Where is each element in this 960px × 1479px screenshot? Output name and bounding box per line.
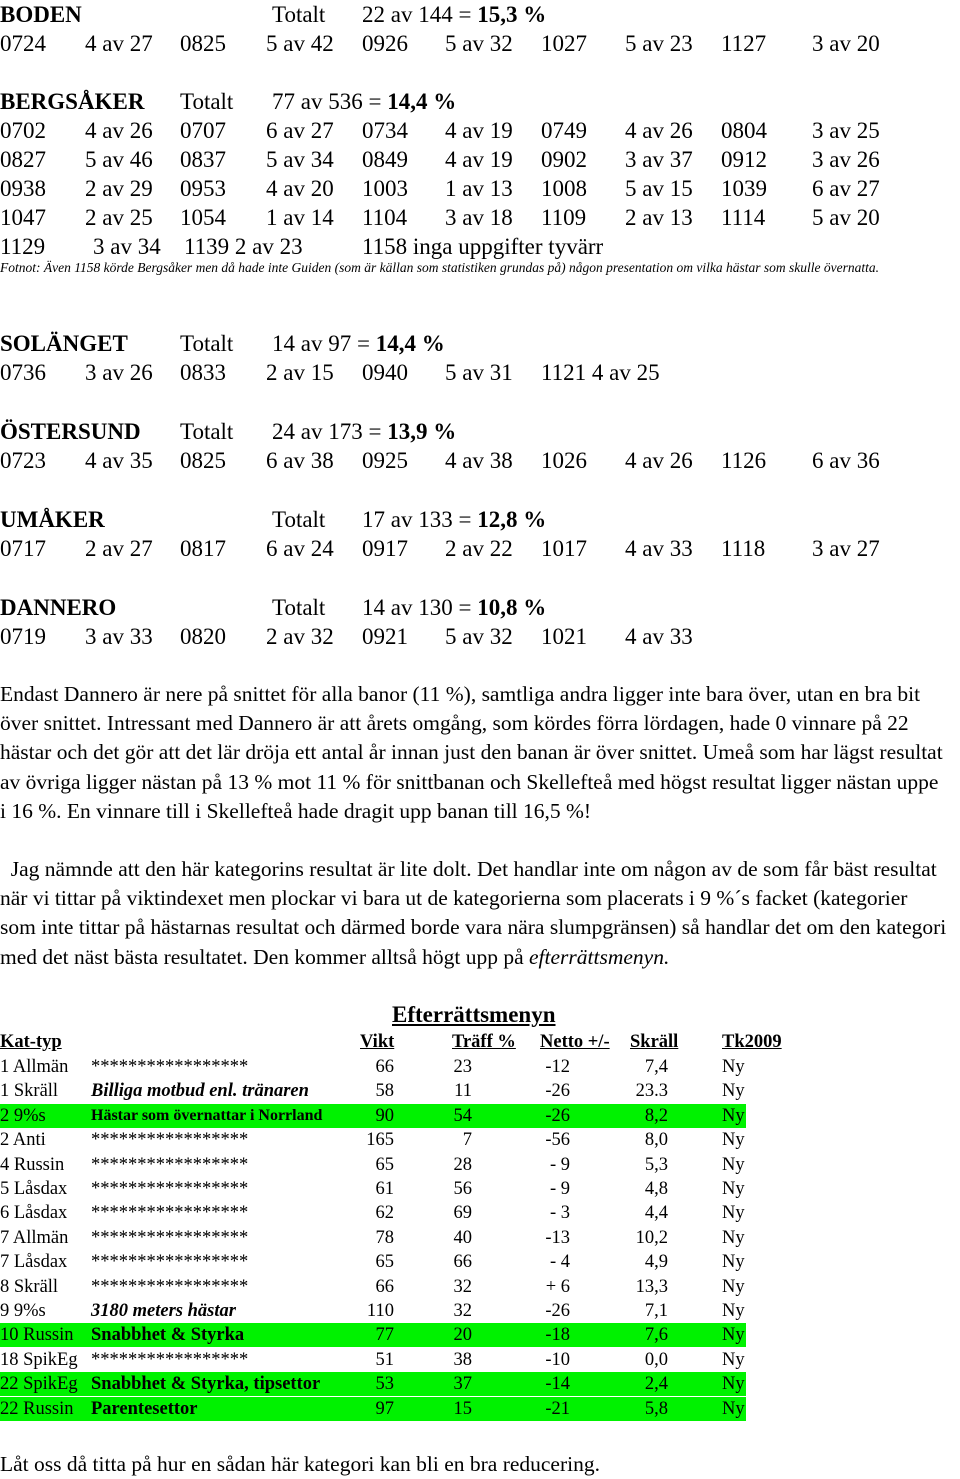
section-total-value: 14,4 % xyxy=(375,331,445,356)
cell-note: ***************** xyxy=(91,1130,249,1151)
cell-vikt: 66 xyxy=(375,1276,394,1297)
cell-tk: Ny xyxy=(722,1325,745,1346)
race-code: 0912 xyxy=(721,147,767,172)
table-row xyxy=(0,1323,960,1347)
race-result: 2 av 25 xyxy=(85,205,153,230)
race-code: 0717 xyxy=(0,536,46,561)
race-code: 0825 xyxy=(180,31,226,56)
race-code: 1104 xyxy=(362,205,408,230)
section-name: BODEN xyxy=(0,2,82,27)
race-result: 4 av 38 xyxy=(445,448,513,473)
table-row xyxy=(0,1226,960,1250)
cell-traff: 54 xyxy=(453,1105,472,1126)
section-total-value: 12,8 % xyxy=(477,507,547,532)
cell-tk: Ny xyxy=(722,1154,745,1175)
table-row xyxy=(0,1201,960,1225)
cell-traff: 38 xyxy=(453,1349,472,1370)
table-row xyxy=(0,1299,960,1323)
race-code: 1008 xyxy=(541,176,587,201)
table-row xyxy=(0,1079,960,1103)
race-code: 0723 xyxy=(0,448,46,473)
header-vikt: Vikt xyxy=(360,1032,395,1052)
cell-tk: Ny xyxy=(722,1252,745,1273)
cell-vikt: 77 xyxy=(375,1325,394,1346)
race-code: 1118 xyxy=(721,536,766,561)
table-row xyxy=(0,1397,960,1421)
cell-note: ***************** xyxy=(91,1179,249,1199)
cell-vikt: 53 xyxy=(375,1374,394,1395)
race-result: 4 av 20 xyxy=(266,176,334,201)
cell-traff: 28 xyxy=(453,1154,472,1175)
cell-note: ***************** xyxy=(91,1057,249,1077)
cell-tk: Ny xyxy=(722,1130,745,1151)
race-result: 4 av 35 xyxy=(85,448,153,473)
race-result: 2 av 13 xyxy=(625,205,693,230)
table-header xyxy=(0,1030,960,1054)
cell-traff: 20 xyxy=(453,1325,472,1346)
cell-traff: 66 xyxy=(453,1252,472,1273)
cell-kat: 10 Russin xyxy=(0,1325,74,1346)
race-code: 1027 xyxy=(541,31,587,56)
header-kat: Kat-typ xyxy=(0,1032,62,1052)
race-result: 1 av 13 xyxy=(445,176,513,201)
table-row xyxy=(0,1104,960,1128)
race-result: 3 av 18 xyxy=(445,205,513,230)
cell-note: Billiga motbud enl. tränaren xyxy=(91,1081,309,1102)
race-result: 5 av 42 xyxy=(266,31,334,56)
race-code: 0827 xyxy=(0,147,46,172)
race-code: 1017 xyxy=(541,536,587,561)
cell-traff: 37 xyxy=(453,1374,472,1395)
race-code: 0926 xyxy=(362,31,408,56)
table-row xyxy=(0,1348,960,1372)
race-note: 1158 inga uppgifter tyvärr xyxy=(362,234,604,259)
cell-skrall: 7,1 xyxy=(644,1301,668,1321)
section-total: 14 av 97 = 14,4 % xyxy=(272,331,445,356)
cell-note: 3180 meters hästar xyxy=(91,1301,236,1321)
cell-vikt: 165 xyxy=(366,1130,394,1151)
race-result: 5 av 23 xyxy=(625,31,693,56)
race-code: 1139 2 av 23 xyxy=(184,234,303,259)
race-result: 4 av 33 xyxy=(625,536,693,561)
cell-kat: 22 SpikEg xyxy=(0,1374,78,1395)
cell-netto: - 9 xyxy=(549,1154,570,1175)
race-result: 5 av 32 xyxy=(445,624,513,649)
race-code: 0817 xyxy=(180,536,226,561)
race-code: 1003 xyxy=(362,176,408,201)
table-row xyxy=(0,1372,960,1396)
cell-netto: -12 xyxy=(545,1057,570,1077)
race-result: 4 av 19 xyxy=(445,118,513,143)
totalt-label: Totalt xyxy=(272,507,326,532)
footnote: Fotnot: Även 1158 körde Bergsåker men då hade inte Guiden (som är källan som statistiken grundas på) någon presentation om vilka hästar som skulle övernatta. xyxy=(0,260,879,275)
section-name: ÖSTERSUND xyxy=(0,419,141,444)
cell-note: Snabbhet & Styrka, tipsettor xyxy=(91,1374,321,1395)
table-row xyxy=(0,1153,960,1177)
race-result: 6 av 38 xyxy=(266,448,334,473)
cell-kat: 9 9%s xyxy=(0,1301,46,1321)
table-row xyxy=(0,1177,960,1201)
race-result: 3 av 27 xyxy=(812,536,880,561)
header-traff: Träff % xyxy=(452,1032,516,1052)
cell-vikt: 51 xyxy=(375,1349,394,1370)
race-result: 3 av 20 xyxy=(812,31,880,56)
cell-skrall: 23.3 xyxy=(635,1081,668,1102)
race-result: 3 av 33 xyxy=(85,624,153,649)
totalt-label: Totalt xyxy=(272,2,326,27)
race-code: 1021 xyxy=(541,624,587,649)
race-code: 0921 xyxy=(362,624,408,649)
cell-netto: - 9 xyxy=(549,1179,570,1199)
paragraph-2: Jag nämnde att den här kategorins resultat är lite dolt. Det handlar inte om någon av de som får bäst resultat när vi tittar på viktindexet men plockar vi bara ut de kategorierna som placerats i 9 %´s facket (kategorier som inte tittar på hästarnas resultat och därmed borde vara nära slumpgränsen) så handlar det om den kategori med det näst bästa resultatet. Den kommer alltså högt upp på efterrättsmenyn. xyxy=(0,857,952,969)
cell-netto: - 4 xyxy=(549,1252,570,1273)
cell-kat: 2 9%s xyxy=(0,1105,46,1126)
cell-traff: 15 xyxy=(453,1398,472,1419)
cell-skrall: 8,0 xyxy=(644,1130,668,1151)
cell-kat: 6 Låsdax xyxy=(0,1203,68,1224)
table-row xyxy=(0,1250,960,1274)
cell-kat: 18 SpikEg xyxy=(0,1349,78,1370)
cell-kat: 1 Skräll xyxy=(0,1081,59,1102)
race-code: 1121 4 av 25 xyxy=(541,360,660,385)
race-code: 0849 xyxy=(362,147,408,172)
section-name: BERGSÅKER xyxy=(0,89,145,114)
cell-netto: - 3 xyxy=(549,1203,570,1224)
cell-vikt: 62 xyxy=(375,1203,394,1224)
race-code: 1109 xyxy=(541,205,587,230)
totalt-label: Totalt xyxy=(272,595,326,620)
race-result: 6 av 36 xyxy=(812,448,880,473)
cell-note: ***************** xyxy=(91,1349,249,1370)
race-code: 0925 xyxy=(362,448,408,473)
cell-netto: -10 xyxy=(545,1349,570,1370)
cell-skrall: 5,3 xyxy=(644,1154,668,1175)
race-code: 0804 xyxy=(721,118,767,143)
cell-note: ***************** xyxy=(91,1227,249,1248)
cell-note: ***************** xyxy=(91,1252,249,1273)
cell-kat: 4 Russin xyxy=(0,1154,65,1175)
cell-vikt: 65 xyxy=(375,1154,394,1175)
cell-skrall: 7,4 xyxy=(644,1057,668,1077)
cell-vikt: 110 xyxy=(366,1301,394,1321)
cell-netto: -56 xyxy=(545,1130,570,1151)
cell-note: ***************** xyxy=(91,1203,249,1224)
race-result: 2 av 32 xyxy=(266,624,334,649)
race-result: 4 av 26 xyxy=(625,118,693,143)
race-result: 4 av 19 xyxy=(445,147,513,172)
section-name: SOLÄNGET xyxy=(0,331,128,356)
table-row xyxy=(0,1275,960,1299)
race-result: 3 av 26 xyxy=(85,360,153,385)
cell-traff: 69 xyxy=(453,1203,472,1224)
cell-netto: -26 xyxy=(545,1081,570,1102)
cell-tk: Ny xyxy=(722,1081,745,1102)
cell-note: Parentesettor xyxy=(91,1398,198,1419)
cell-skrall: 4,9 xyxy=(644,1252,668,1273)
totalt-label: Totalt xyxy=(180,89,234,114)
cell-vikt: 58 xyxy=(375,1081,394,1102)
race-code: 0749 xyxy=(541,118,587,143)
cell-vikt: 90 xyxy=(375,1105,394,1126)
cell-tk: Ny xyxy=(722,1398,745,1419)
cell-vikt: 65 xyxy=(375,1252,394,1273)
cell-vikt: 97 xyxy=(375,1398,394,1419)
cell-note: ***************** xyxy=(91,1276,249,1297)
cell-kat: 7 Allmän xyxy=(0,1227,69,1248)
section-name: UMÅKER xyxy=(0,507,105,532)
section-total: 22 av 144 = 15,3 % xyxy=(362,2,547,27)
cell-netto: -26 xyxy=(545,1301,570,1321)
race-code: 0917 xyxy=(362,536,408,561)
race-code: 0953 xyxy=(180,176,226,201)
cell-skrall: 7,6 xyxy=(644,1325,668,1346)
cell-note: ***************** xyxy=(91,1154,249,1175)
section-total-value: 13,9 % xyxy=(387,419,457,444)
totalt-label: Totalt xyxy=(180,419,234,444)
race-result: 2 av 15 xyxy=(266,360,334,385)
cell-netto: + 6 xyxy=(545,1276,570,1297)
cell-netto: -14 xyxy=(545,1374,570,1395)
race-code: 0707 xyxy=(180,118,226,143)
cell-kat: 7 Låsdax xyxy=(0,1252,68,1273)
race-code: 1114 xyxy=(721,205,766,230)
race-result: 4 av 26 xyxy=(85,118,153,143)
section-total-value: 15,3 % xyxy=(477,2,547,27)
race-result: 1 av 14 xyxy=(266,205,334,230)
header-netto: Netto +/- xyxy=(540,1032,610,1052)
section-total: 77 av 536 = 14,4 % xyxy=(272,89,457,114)
cell-kat: 22 Russin xyxy=(0,1398,74,1419)
table-title: Efterrättsmenyn xyxy=(392,1002,556,1027)
cell-traff: 40 xyxy=(453,1227,472,1248)
cell-tk: Ny xyxy=(722,1301,745,1321)
race-result: 3 av 25 xyxy=(812,118,880,143)
race-result: 5 av 34 xyxy=(266,147,334,172)
cell-traff: 32 xyxy=(453,1301,472,1321)
race-code: 0833 xyxy=(180,360,226,385)
cell-tk: Ny xyxy=(722,1276,745,1297)
race-result: 4 av 26 xyxy=(625,448,693,473)
race-code: 0902 xyxy=(541,147,587,172)
race-result: 2 av 27 xyxy=(85,536,153,561)
header-skrall: Skräll xyxy=(630,1032,679,1052)
header-tk: Tk2009 xyxy=(722,1032,782,1052)
cell-skrall: 0,0 xyxy=(644,1349,668,1370)
race-code: 0702 xyxy=(0,118,46,143)
cell-netto: -26 xyxy=(545,1105,570,1126)
cell-tk: Ny xyxy=(722,1374,745,1395)
cell-netto: -18 xyxy=(545,1325,570,1346)
cell-kat: 5 Låsdax xyxy=(0,1179,68,1199)
cell-note: Hästar som övernattar i Norrland xyxy=(91,1106,323,1124)
cell-traff: 11 xyxy=(454,1081,472,1102)
section-total: 17 av 133 = 12,8 % xyxy=(362,507,547,532)
cell-skrall: 4,4 xyxy=(644,1203,668,1224)
race-result: 5 av 15 xyxy=(625,176,693,201)
race-code: 0734 xyxy=(362,118,408,143)
table-row xyxy=(0,1128,960,1152)
race-code: 0724 xyxy=(0,31,46,56)
section-total: 14 av 130 = 10,8 % xyxy=(362,595,547,620)
cell-tk: Ny xyxy=(722,1349,745,1370)
cell-kat: 2 Anti xyxy=(0,1130,46,1151)
cell-tk: Ny xyxy=(722,1105,745,1126)
race-code: 0938 xyxy=(0,176,46,201)
cell-note: Snabbhet & Styrka xyxy=(91,1325,245,1346)
race-code: 0736 xyxy=(0,360,46,385)
cell-traff: 32 xyxy=(453,1276,472,1297)
race-result: 4 av 33 xyxy=(625,624,693,649)
cell-skrall: 10,2 xyxy=(635,1227,668,1248)
cell-tk: Ny xyxy=(722,1227,745,1248)
race-code: 1126 xyxy=(721,448,767,473)
race-code: 1047 xyxy=(0,205,46,230)
race-code: 0837 xyxy=(180,147,226,172)
race-result: 2 av 29 xyxy=(85,176,153,201)
race-result: 5 av 32 xyxy=(445,31,513,56)
race-result: 5 av 31 xyxy=(445,360,513,385)
race-result: 3 av 34 xyxy=(93,234,161,259)
paragraph-2-emphasis: efterrättsmenyn. xyxy=(529,944,670,969)
cell-tk: Ny xyxy=(722,1179,745,1199)
cell-skrall: 4,8 xyxy=(644,1179,668,1199)
race-result: 5 av 46 xyxy=(85,147,153,172)
section-total-value: 14,4 % xyxy=(387,89,457,114)
cell-tk: Ny xyxy=(722,1203,745,1224)
race-code: 0820 xyxy=(180,624,226,649)
closing-line: Låt oss då titta på hur en sådan här kategori kan bli en bra reducering. xyxy=(0,1452,600,1476)
cell-netto: -21 xyxy=(545,1398,570,1419)
race-code: 1127 xyxy=(721,31,767,56)
section-total-value: 10,8 % xyxy=(477,595,547,620)
race-result: 4 av 27 xyxy=(85,31,153,56)
race-result: 3 av 26 xyxy=(812,147,880,172)
cell-vikt: 66 xyxy=(375,1057,394,1077)
cell-skrall: 2,4 xyxy=(644,1374,668,1395)
cell-traff: 7 xyxy=(462,1130,472,1151)
cell-traff: 56 xyxy=(453,1179,472,1199)
race-code: 0940 xyxy=(362,360,408,385)
cell-skrall: 8,2 xyxy=(644,1105,668,1126)
race-result: 6 av 24 xyxy=(266,536,334,561)
cell-traff: 23 xyxy=(453,1057,472,1077)
cell-tk: Ny xyxy=(722,1057,745,1077)
race-code: 0719 xyxy=(0,624,46,649)
race-code: 1026 xyxy=(541,448,587,473)
cell-kat: 1 Allmän xyxy=(0,1057,69,1077)
race-code: 1054 xyxy=(180,205,226,230)
cell-skrall: 5,8 xyxy=(644,1398,668,1419)
cell-netto: -13 xyxy=(545,1227,570,1248)
paragraph-1: Endast Dannero är nere på snittet för alla banor (11 %), samtliga andra ligger inte bara över, utan en bra bit över snittet. Intressant med Dannero är att årets omgång, som kördes förra lördagen, hade 0 vinnare på 22 hästar och det gör att det lär dröja ett antal år innan just den banan är över snittet. Umeå som har lägst resultat av övriga ligger nästan på 13 % mot 11 % för snittbanan och Skellefteå med högst resultat ligger nästan uppe i 16 %. En vinnare till i Skellefteå hade dragit upp banan till 16,5 %! xyxy=(0,682,943,823)
race-result: 6 av 27 xyxy=(266,118,334,143)
race-result: 2 av 22 xyxy=(445,536,513,561)
cell-kat: 8 Skräll xyxy=(0,1276,59,1297)
race-result: 5 av 20 xyxy=(812,205,880,230)
race-code: 1129 xyxy=(0,234,46,259)
race-code: 1039 xyxy=(721,176,767,201)
totalt-label: Totalt xyxy=(180,331,234,356)
race-code: 0825 xyxy=(180,448,226,473)
cell-vikt: 78 xyxy=(375,1227,394,1248)
cell-skrall: 13,3 xyxy=(635,1276,668,1297)
race-result: 6 av 27 xyxy=(812,176,880,201)
race-result: 3 av 37 xyxy=(625,147,693,172)
section-name: DANNERO xyxy=(0,595,117,620)
table-row xyxy=(0,1055,960,1079)
section-total: 24 av 173 = 13,9 % xyxy=(272,419,457,444)
cell-vikt: 61 xyxy=(375,1179,394,1199)
